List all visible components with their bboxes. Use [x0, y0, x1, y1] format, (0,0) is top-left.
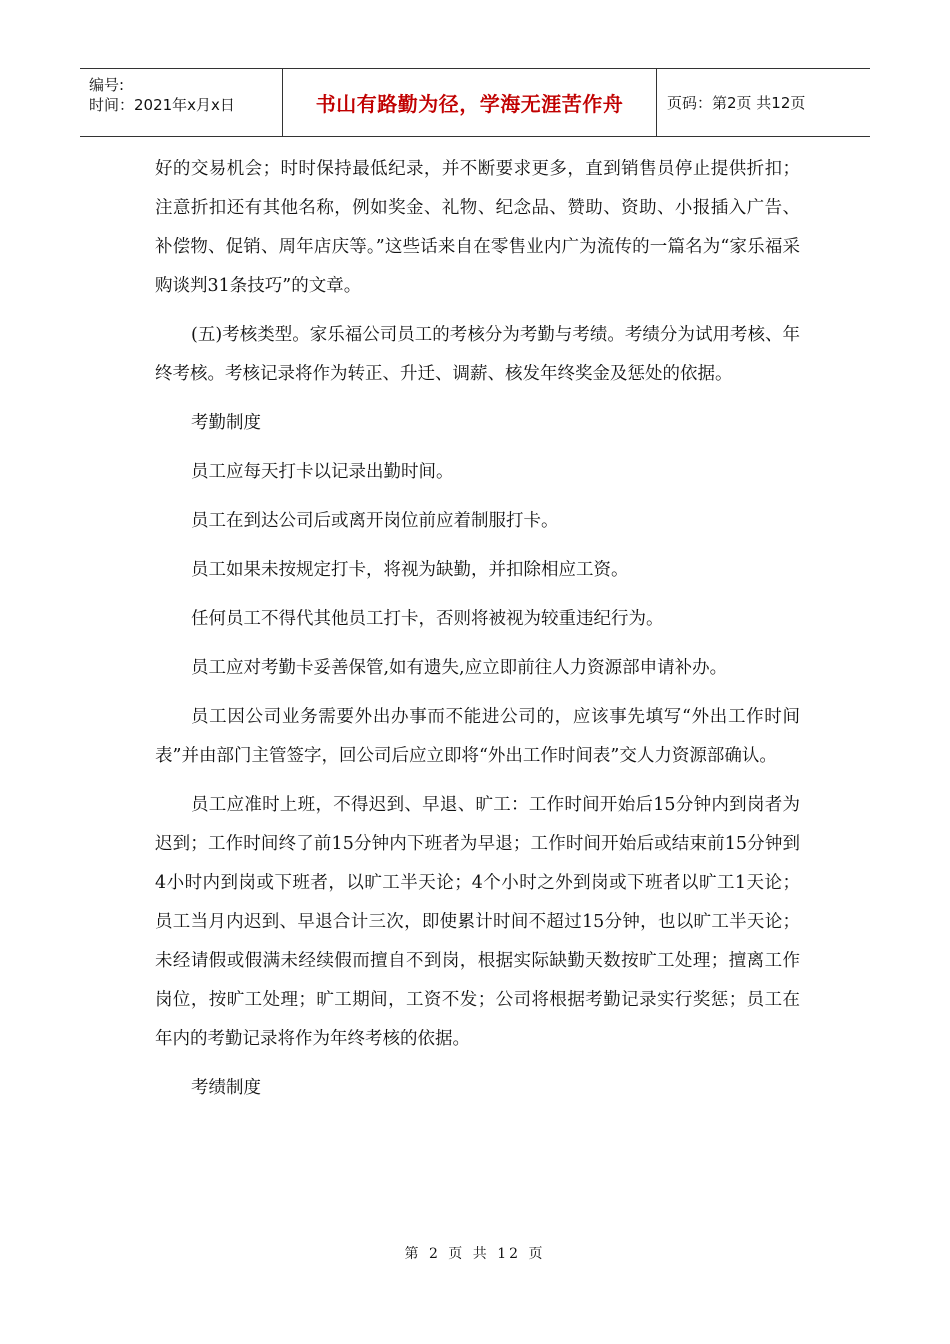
header-motto: 书山有路勤为径，学海无涯苦作舟	[282, 69, 657, 136]
document-number-label: 编号:	[89, 76, 125, 94]
page-footer: 第 2 页 共 12 页	[404, 1246, 546, 1262]
header-page-info: 页码：第2页 共12页	[667, 94, 806, 112]
section-heading-performance: 考绩制度	[191, 1078, 261, 1098]
document-date-label: 时间：2021年x月x日	[89, 96, 235, 114]
paragraph-punctuality: 员工应准时上班，不得迟到、早退、旷工：工作时间开始后15分钟内到岗者为迟到；工作时间终了前15分钟内下班者为早退；工作时间开始后或结束前15分钟到4小时内到岗或下班者，以旷工半天论；4个小时之外到岗或下班者以旷工1天论；员工当月内迟到、早退合计三次，即使累计时间不超过15分钟，也以旷工半天论；未经请假或假满未经续假而擅自不到岗，根据实际缺勤天数按旷工处理；擅离工作岗位，按旷工处理；旷工期间，工资不发；公司将根据考勤记录实行奖惩；员工在年内的考勤记录将作为年终考核的依据。	[155, 795, 800, 1049]
paragraph-continued: 好的交易机会；时时保持最低纪录，并不断要求更多，直到销售员停止提供折扣；注意折扣还有其他名称，例如奖金、礼物、纪念品、赞助、资助、小报插入广告、补偿物、促销、周年店庆等。”这些话来自在零售业内广为流传的一篇名为“家乐福采购谈判31条技巧”的文章。	[155, 159, 800, 296]
paragraph-proxy-clock: 任何员工不得代其他员工打卡，否则将被视为较重违纪行为。	[191, 609, 664, 629]
page-header	[80, 68, 870, 137]
document-body	[155, 150, 800, 1118]
header-meta	[80, 69, 282, 136]
paragraph-missed-clock: 员工如果未按规定打卡，将视为缺勤，并扣除相应工资。	[191, 560, 629, 580]
paragraph-clock-in: 员工应每天打卡以记录出勤时间。	[191, 462, 454, 482]
paragraph-uniform: 员工在到达公司后或离开岗位前应着制服打卡。	[191, 511, 559, 531]
paragraph-assessment-types: (五)考核类型。家乐福公司员工的考核分为考勤与考绩。考绩分为试用考核、年终考核。考核记录将作为转正、升迁、调薪、核发年终奖金及惩处的依据。	[155, 325, 800, 384]
section-heading-attendance: 考勤制度	[191, 413, 261, 433]
paragraph-card-custody: 员工应对考勤卡妥善保管,如有遗失,应立即前往人力资源部申请补办。	[191, 658, 728, 678]
paragraph-offsite-work: 员工因公司业务需要外出办事而不能进公司的，应该事先填写“外出工作时间表”并由部门主管签字，回公司后应立即将“外出工作时间表”交人力资源部确认。	[155, 707, 800, 766]
